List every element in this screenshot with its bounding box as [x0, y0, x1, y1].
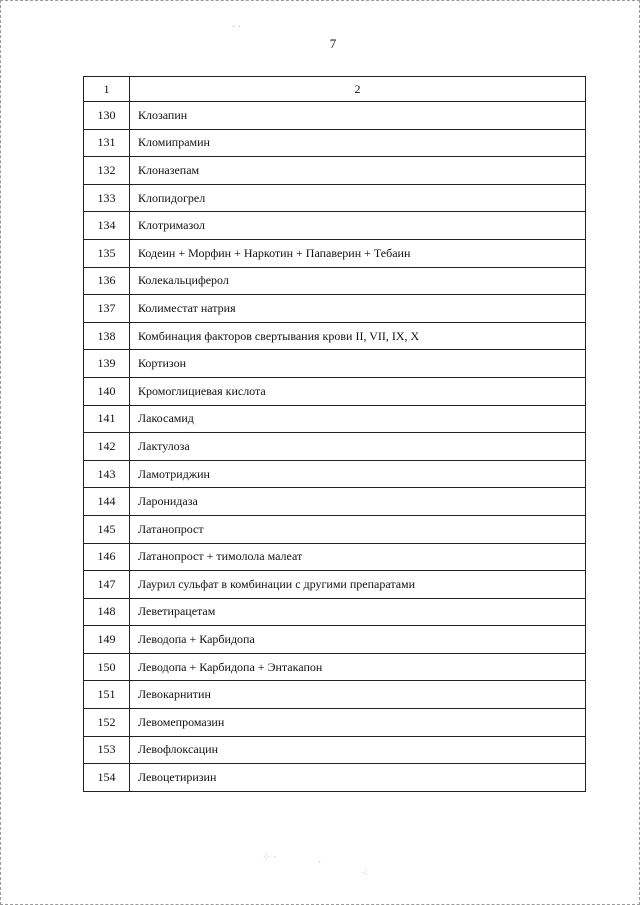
table-row	[84, 405, 586, 433]
page-number: 7	[329, 36, 337, 51]
row-number: 142	[84, 433, 130, 461]
drug-name: Клопидогрел	[130, 184, 586, 212]
table-row	[84, 267, 586, 295]
row-number: 150	[84, 653, 130, 681]
drug-table	[83, 76, 586, 792]
table-row	[84, 322, 586, 350]
drug-name: Колекальциферол	[130, 267, 586, 295]
drug-name: Лакосамид	[130, 405, 586, 433]
row-number: 130	[84, 102, 130, 130]
table-row	[84, 102, 586, 130]
table-row	[84, 239, 586, 267]
table-row	[84, 626, 586, 654]
scan-speck: ⁘ ·	[262, 852, 277, 863]
row-number: 134	[84, 212, 130, 240]
table-row	[84, 350, 586, 378]
drug-name: Клозапин	[130, 102, 586, 130]
table-row	[84, 433, 586, 461]
row-number: 146	[84, 543, 130, 571]
row-number: 136	[84, 267, 130, 295]
table-row	[84, 681, 586, 709]
row-number: 145	[84, 515, 130, 543]
row-number: 131	[84, 129, 130, 157]
row-number: 140	[84, 377, 130, 405]
drug-name: Левокарнитин	[130, 681, 586, 709]
drug-name: Лаурил сульфат в комбинации с другими препаратами	[130, 571, 586, 599]
drug-name: Латанопрост	[130, 515, 586, 543]
drug-name: Левофлоксацин	[130, 736, 586, 764]
drug-name: Кортизон	[130, 350, 586, 378]
row-number: 144	[84, 488, 130, 516]
table-row	[84, 709, 586, 737]
table-row	[84, 571, 586, 599]
row-number: 135	[84, 239, 130, 267]
table-row	[84, 184, 586, 212]
drug-name: Клоназепам	[130, 157, 586, 185]
row-number: 141	[84, 405, 130, 433]
table-row	[84, 543, 586, 571]
row-number: 149	[84, 626, 130, 654]
drug-name: Кромоглициевая кислота	[130, 377, 586, 405]
row-number: 133	[84, 184, 130, 212]
drug-name: Ларонидаза	[130, 488, 586, 516]
row-number: 132	[84, 157, 130, 185]
drug-name: Колиместат натрия	[130, 295, 586, 323]
drug-name: Клотримазол	[130, 212, 586, 240]
drug-name: Леводопа + Карбидопа + Энтакапон	[130, 653, 586, 681]
row-number: 153	[84, 736, 130, 764]
drug-name: Леветирацетам	[130, 598, 586, 626]
drug-name: Левомепромазин	[130, 709, 586, 737]
row-number: 152	[84, 709, 130, 737]
table-row	[84, 212, 586, 240]
header-col-1: 1	[84, 77, 130, 102]
scan-speck: ·	[318, 858, 322, 869]
table-row	[84, 598, 586, 626]
row-number: 138	[84, 322, 130, 350]
drug-name: Комбинация факторов свертывания крови II, VII, IX, X	[130, 322, 586, 350]
row-number: 148	[84, 598, 130, 626]
drug-name: Леводопа + Карбидопа	[130, 626, 586, 654]
drug-name: Ламотриджин	[130, 460, 586, 488]
table-row	[84, 129, 586, 157]
header-col-2: 2	[130, 77, 586, 102]
table-header-row	[84, 77, 586, 102]
scan-speck: · ·	[232, 22, 242, 33]
drug-name: Лактулоза	[130, 433, 586, 461]
drug-name: Левоцетиризин	[130, 764, 586, 792]
row-number: 151	[84, 681, 130, 709]
row-number: 143	[84, 460, 130, 488]
scan-speck: ⁖	[362, 868, 368, 879]
drug-name: Кодеин + Морфин + Наркотин + Папаверин + Тебаин	[130, 239, 586, 267]
table-row	[84, 653, 586, 681]
table-row	[84, 460, 586, 488]
table-row	[84, 377, 586, 405]
drug-name: Кломипрамин	[130, 129, 586, 157]
table-row	[84, 515, 586, 543]
table-row	[84, 295, 586, 323]
drug-name: Латанопрост + тимолола малеат	[130, 543, 586, 571]
table-row	[84, 488, 586, 516]
table-row	[84, 764, 586, 792]
row-number: 154	[84, 764, 130, 792]
row-number: 137	[84, 295, 130, 323]
row-number: 147	[84, 571, 130, 599]
table-row	[84, 736, 586, 764]
row-number: 139	[84, 350, 130, 378]
table-row	[84, 157, 586, 185]
